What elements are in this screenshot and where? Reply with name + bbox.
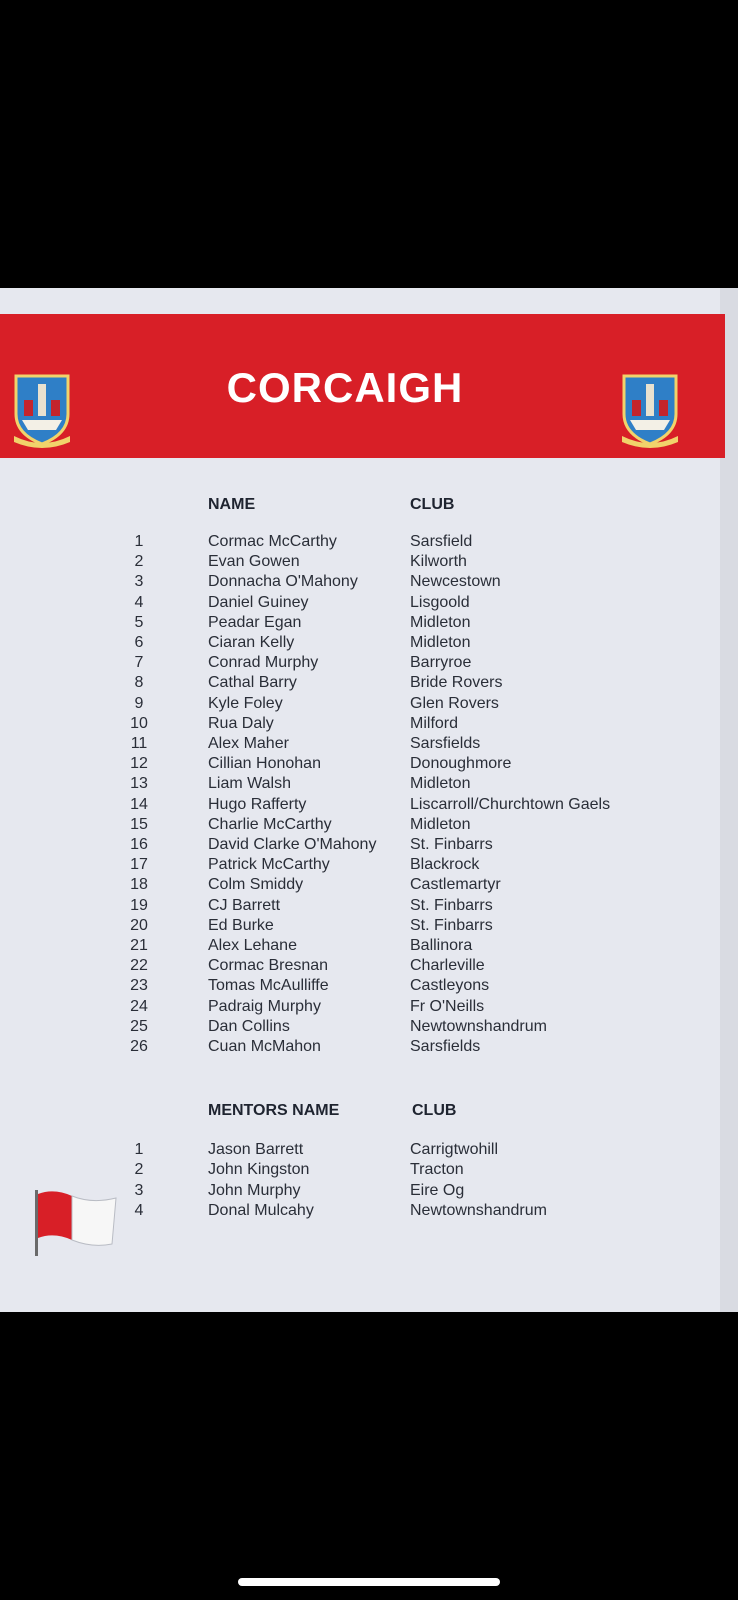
player-row-number: 19: [130, 896, 148, 914]
player-row-number: 5: [134, 613, 144, 631]
player-row-name: Padraig Murphy: [208, 997, 321, 1015]
player-row: [0, 695, 738, 715]
player-row-number: 11: [130, 735, 148, 752]
player-row: [0, 775, 738, 795]
player-row: [0, 573, 738, 593]
player-row-name: Ciaran Kelly: [208, 634, 295, 651]
player-row: [0, 654, 738, 674]
player-row-number: 26: [130, 1038, 148, 1055]
mentors-name-header: MENTORS NAME: [208, 1102, 340, 1119]
player-row-number: 6: [134, 634, 144, 651]
mentors-club-header: CLUB: [412, 1102, 457, 1119]
mentor-row-club: Tracton: [410, 1161, 464, 1179]
mentor-row: [0, 1141, 738, 1161]
player-row-name: Cormac McCarthy: [208, 533, 337, 550]
player-row-club: Castlemartyr: [410, 876, 501, 894]
player-row-number: 22: [130, 957, 148, 975]
cork-crest-icon: [618, 370, 682, 450]
player-row-number: 15: [130, 815, 148, 833]
player-row: [0, 998, 738, 1018]
player-row-club: Charleville: [410, 957, 485, 975]
player-row-number: 24: [130, 997, 148, 1015]
player-row-name: Conrad Murphy: [208, 654, 319, 672]
player-row-club: Sarsfield: [410, 533, 473, 550]
player-row: [0, 816, 738, 836]
player-row-number: 21: [130, 937, 148, 954]
player-row-club: Midleton: [410, 775, 471, 793]
player-row-number: 9: [134, 694, 144, 712]
player-row: [0, 897, 738, 917]
player-row-name: Cormac Bresnan: [208, 957, 329, 975]
player-row-name: Rua Daly: [208, 714, 274, 732]
player-row: [0, 1018, 738, 1038]
club-column-header: CLUB: [410, 496, 455, 513]
mentor-row-name: John Kingston: [208, 1161, 310, 1179]
player-row-club: Liscarroll/Churchtown Gaels: [410, 795, 611, 813]
player-row-name: Kyle Foley: [208, 694, 283, 712]
mentor-row-name: Donal Mulcahy: [208, 1201, 314, 1219]
player-row-number: 13: [130, 775, 148, 793]
player-row-number: 1: [134, 533, 144, 550]
player-row-club: Barryroe: [410, 654, 472, 672]
player-row-club: Midleton: [410, 634, 471, 651]
player-row-number: 16: [130, 836, 148, 853]
player-row-club: St. Finbarrs: [410, 916, 493, 934]
player-row-number: 14: [130, 795, 148, 813]
player-row: [0, 674, 738, 694]
player-row-number: 17: [130, 856, 148, 874]
player-row-club: Fr O'Neills: [410, 997, 485, 1015]
player-row-name: Dan Collins: [208, 1017, 290, 1035]
player-row: [0, 836, 738, 856]
player-row-name: Charlie McCarthy: [208, 815, 332, 833]
player-row-number: 3: [134, 573, 144, 591]
player-row-club: Bride Rovers: [410, 674, 503, 692]
player-row-club: Sarsfields: [410, 735, 481, 752]
player-row-club: Sarsfields: [410, 1038, 481, 1055]
player-row-name: CJ Barrett: [208, 896, 281, 914]
player-row-name: Cathal Barry: [208, 674, 297, 692]
player-row-club: Midleton: [410, 815, 471, 833]
player-row-name: Cillian Honohan: [208, 755, 321, 773]
player-row-club: St. Finbarrs: [410, 896, 493, 914]
player-row-name: Ed Burke: [208, 916, 274, 934]
mentor-row: [0, 1161, 738, 1181]
player-row-club: Newcestown: [410, 573, 501, 591]
player-row: [0, 957, 738, 977]
player-row: [0, 553, 738, 573]
player-row-club: Blackrock: [410, 856, 480, 874]
player-row: [0, 614, 738, 634]
mentor-row-club: Eire Og: [410, 1181, 465, 1199]
player-row-club: Castleyons: [410, 977, 490, 995]
player-row: [0, 876, 738, 896]
player-row: [0, 977, 738, 997]
home-indicator[interactable]: [238, 1578, 500, 1586]
player-row-name: Cuan McMahon: [208, 1038, 321, 1055]
mentor-row-number: 4: [134, 1201, 144, 1219]
player-row-number: 4: [134, 593, 144, 611]
team-title: CORCAIGH: [226, 364, 464, 411]
player-row-name: Tomas McAulliffe: [208, 977, 329, 995]
player-row-club: Lisgoold: [410, 593, 470, 611]
player-row-club: Midleton: [410, 613, 471, 631]
player-row: [0, 937, 738, 957]
player-row-club: Newtownshandrum: [410, 1017, 547, 1035]
player-row-name: Colm Smiddy: [208, 876, 304, 894]
player-row-name: Evan Gowen: [208, 553, 300, 571]
player-row: [0, 594, 738, 614]
mentor-row-number: 3: [134, 1181, 144, 1199]
player-row: [0, 856, 738, 876]
player-row: [0, 715, 738, 735]
player-row-club: Donoughmore: [410, 755, 512, 773]
player-row: [0, 1038, 738, 1058]
player-row-name: David Clarke O'Mahony: [208, 836, 377, 853]
player-row-number: 10: [130, 714, 148, 732]
player-row-number: 7: [134, 654, 144, 672]
player-row-name: Hugo Rafferty: [208, 795, 307, 813]
team-banner: [0, 314, 725, 458]
player-row-name: Liam Walsh: [208, 775, 291, 793]
player-row-number: 23: [130, 977, 148, 995]
mentor-row-club: Carrigtwohill: [410, 1141, 499, 1158]
player-row-club: Milford: [410, 714, 459, 732]
name-column-header: NAME: [208, 496, 256, 513]
mentor-row-number: 1: [134, 1141, 144, 1158]
player-row-name: Daniel Guiney: [208, 593, 309, 611]
player-row: [0, 735, 738, 755]
player-row-number: 20: [130, 916, 148, 934]
programme-page: [0, 288, 738, 1312]
player-row: [0, 634, 738, 654]
player-row: [0, 755, 738, 775]
player-row-name: Patrick McCarthy: [208, 856, 330, 874]
player-row: [0, 796, 738, 816]
player-row-number: 12: [130, 755, 148, 773]
player-row-club: St. Finbarrs: [410, 836, 493, 853]
player-row-name: Alex Maher: [208, 735, 289, 752]
player-row-number: 18: [130, 876, 148, 894]
mentor-row-club: Newtownshandrum: [410, 1201, 547, 1219]
mentor-row-name: Jason Barrett: [208, 1141, 304, 1158]
player-row-number: 2: [134, 553, 144, 571]
player-row-name: Alex Lehane: [208, 937, 297, 954]
player-row-club: Ballinora: [410, 937, 473, 954]
red-white-flag-icon: [32, 1188, 122, 1258]
player-row-club: Glen Rovers: [410, 694, 499, 712]
player-row: [0, 917, 738, 937]
player-row-name: Donnacha O'Mahony: [208, 573, 358, 591]
player-row-number: 8: [134, 674, 144, 692]
mentor-row-number: 2: [134, 1161, 144, 1179]
player-row: [0, 533, 738, 553]
player-row-name: Peadar Egan: [208, 613, 302, 631]
player-row-number: 25: [130, 1017, 148, 1035]
player-row-club: Kilworth: [410, 553, 467, 571]
mentor-row-name: John Murphy: [208, 1181, 301, 1199]
